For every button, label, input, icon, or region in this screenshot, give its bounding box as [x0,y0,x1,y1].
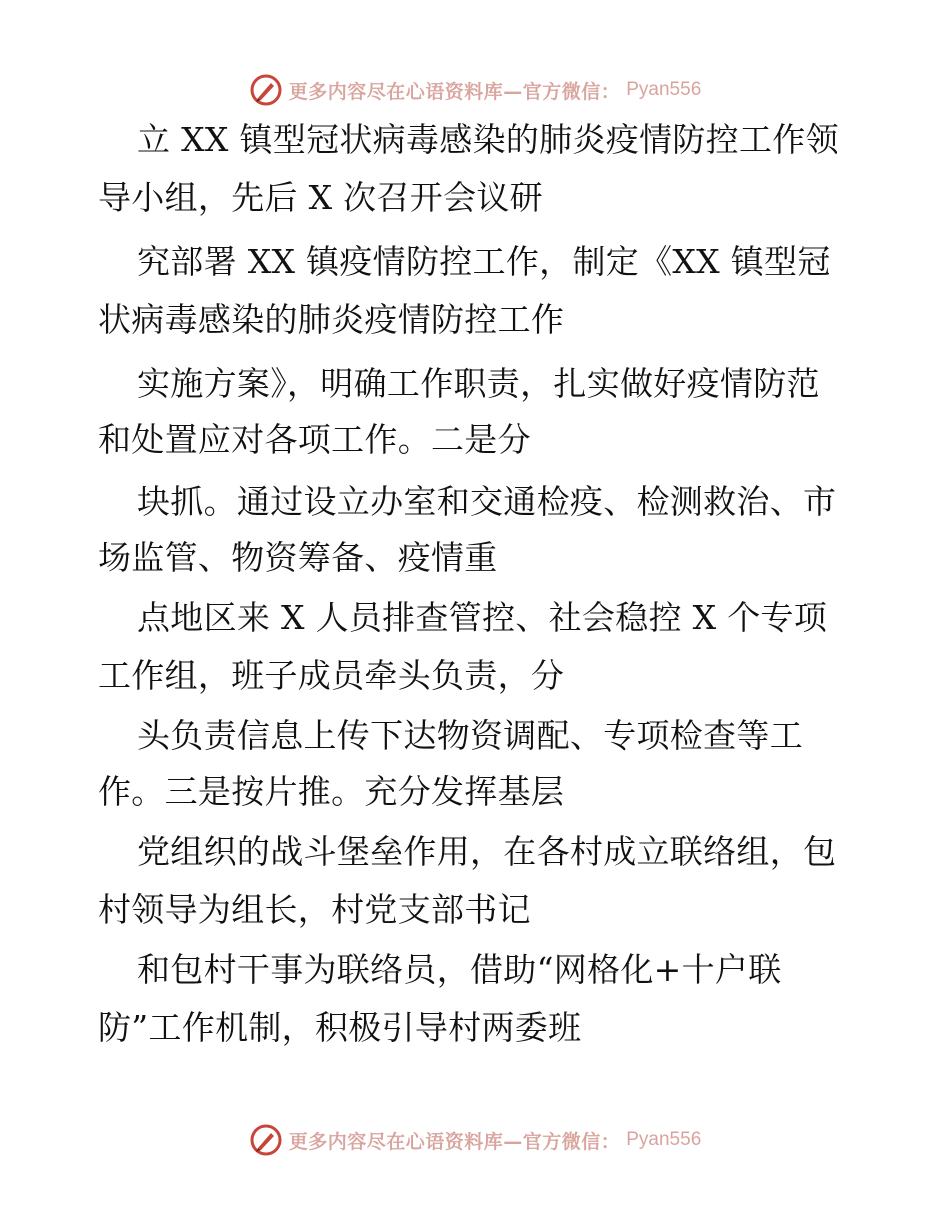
paragraph-6-line-2: 作。三是按片推。充分发挥基层 [98,772,565,811]
paragraph-4-line-1: 块抓。通过设立办室和交通检疫、检测救治、市 [137,482,837,521]
paragraph-5-line-2: 工作组，班子成员牵头负责，分 [98,656,565,695]
paragraph-7-line-1: 党组织的战斗堡垒作用，在各村成立联络组，包 [137,832,837,871]
watermark-text: 更多内容尽在心语资料库—官方微信： [288,1130,621,1153]
watermark-text: 更多内容尽在心语资料库—官方微信： [288,80,621,103]
paragraph-3-line-1: 实施方案》，明确工作职责，扎实做好疫情防范 [137,364,820,403]
paragraph-4-line-2: 场监管、物资筹备、疫情重 [98,538,498,577]
pen-logo-icon [249,1123,283,1157]
paragraph-3-line-2: 和处置应对各项工作。二是分 [98,420,531,459]
paragraph-8-line-2: 防”工作机制，积极引导村两委班 [98,1008,582,1047]
paragraph-2-line-1: 究部署 XX 镇疫情防控工作，制定《XX 镇型冠 [137,242,831,281]
paragraph-1-line-2: 导小组，先后 X 次召开会议研 [98,178,543,217]
paragraph-7-line-2: 村领导为组长，村党支部书记 [98,890,531,929]
header-watermark [0,70,950,110]
paragraph-6-line-1: 头负责信息上传下达物资调配、专项检查等工 [137,716,803,755]
paragraph-1-line-1: 立 XX 镇型冠状病毒感染的肺炎疫情防控工作领 [137,120,839,159]
pen-logo-icon [249,73,283,107]
paragraph-5-line-1: 点地区来 X 人员排查管控、社会稳控 X 个专项 [137,598,828,637]
paragraph-8-line-1: 和包村干事为联络员，借助“网格化+十户联 [137,950,782,989]
footer-watermark [0,1120,950,1160]
paragraph-2-line-2: 状病毒感染的肺炎疫情防控工作 [98,300,565,339]
watermark-wechat-id: Pyan556 [626,1129,702,1150]
watermark-wechat-id: Pyan556 [626,79,702,100]
